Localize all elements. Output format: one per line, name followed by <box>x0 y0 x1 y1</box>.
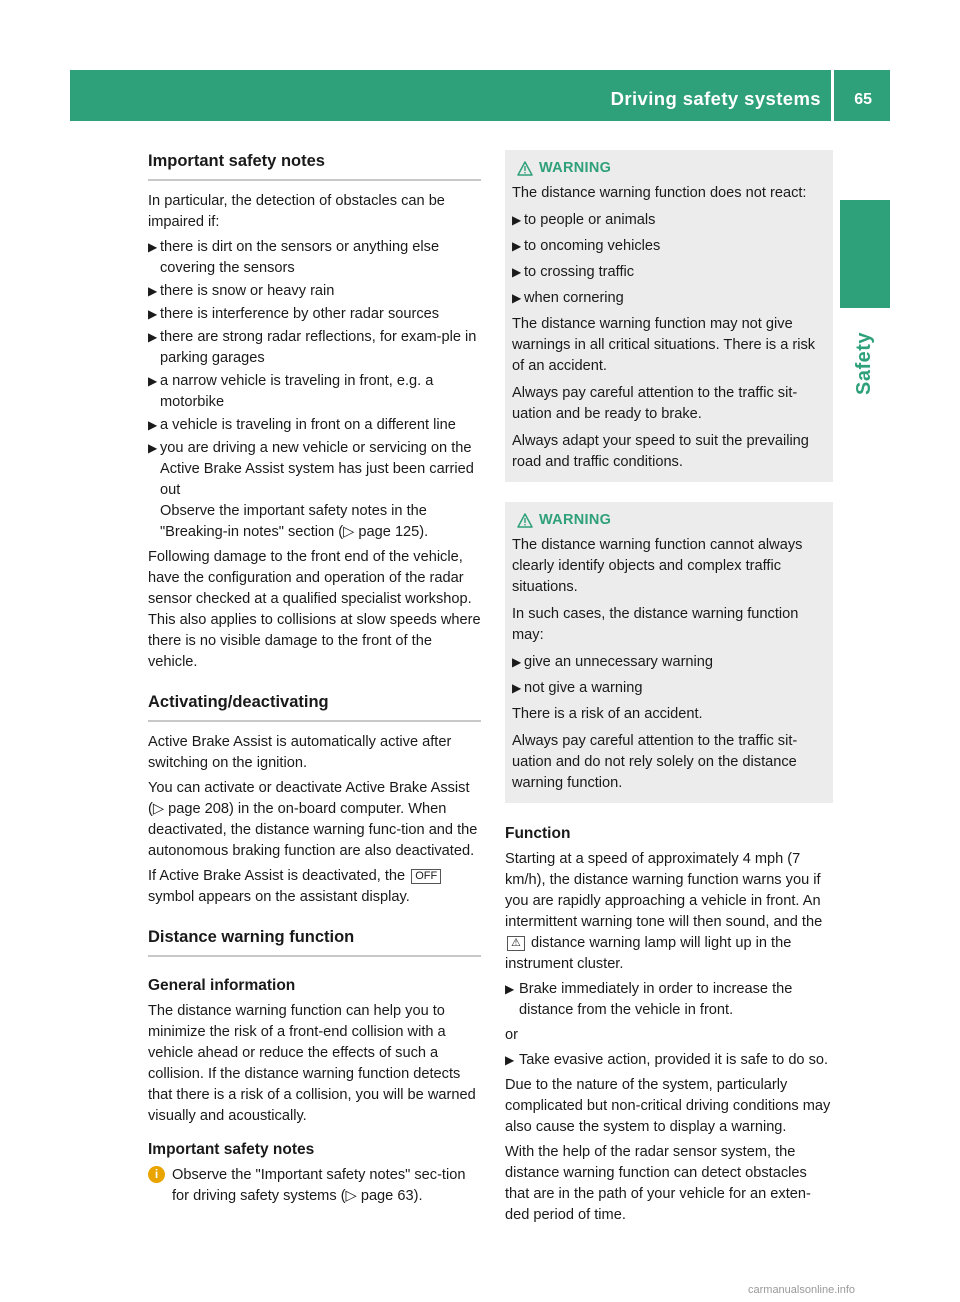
paragraph: The distance warning function does not react: <box>512 185 807 201</box>
paragraph: or <box>505 1027 518 1043</box>
instruction-step: ▶ Take evasive action, provided it is safe to do so. <box>505 1050 833 1071</box>
bullet-list <box>512 210 826 309</box>
paragraph: Following damage to the front end of the vehicle, have the configuration and operation of the radar sensor checked at a qualified specialist workshop. This also applies to collisions at slow speeds where there is no visible damage to the front of the vehicle. <box>148 549 481 670</box>
section-title: Driving safety systems <box>610 88 821 109</box>
bullet-icon: ▶ <box>512 239 522 253</box>
right-column <box>505 150 833 1230</box>
header-bar <box>70 70 890 121</box>
paragraph: If Active Brake Assist is deactivated, the OFF symbol appears on the assistant display. <box>148 866 481 908</box>
list-item: ▶ not give a warning <box>512 678 826 699</box>
bullet-icon: ▶ <box>148 307 158 321</box>
left-column <box>148 150 481 1207</box>
list-item: ▶ to crossing traffic <box>512 262 826 283</box>
paragraph: With the help of the radar sensor system, the distance warning function can detect obstacles that are in the path of your vehicle for an exten-ded period of time. <box>505 1144 811 1223</box>
step-arrow-icon: ▶ <box>505 982 515 996</box>
info-icon: i <box>148 1166 165 1183</box>
bullet-icon: ▶ <box>512 655 522 669</box>
heading-distance-warning-function: Distance warning function <box>148 926 481 957</box>
list-item: ▶ to people or animals <box>512 210 826 231</box>
warning-box <box>505 502 833 803</box>
paragraph: Due to the nature of the system, particularly complicated but non-critical driving conditions may also cause the system to display a warning. <box>505 1077 831 1135</box>
subheading-important-safety-notes: Important safety notes <box>148 1141 315 1158</box>
paragraph: In such cases, the distance warning function may: <box>512 606 799 643</box>
bullet-icon: ▶ <box>512 265 522 279</box>
paragraph: The distance warning function may not give warnings in all critical situations. There is a risk of an accident. <box>512 316 816 374</box>
watermark: carmanualsonline.info <box>748 1284 856 1296</box>
bullet-note: Observe the important safety notes in the "Breaking-in notes" section (▷ page 125). <box>160 503 429 540</box>
list-item: ▶ give an unnecessary warning <box>512 652 826 673</box>
subheading-function: Function <box>505 825 571 842</box>
bullet-list <box>512 652 826 699</box>
instruction-step: ▶ Brake immediately in order to increase the distance from the vehicle in front. <box>505 981 793 1018</box>
info-note: i Observe the "Important safety notes" sec-tion for driving safety systems (▷ page 63). <box>148 1165 481 1207</box>
bullet-icon: ▶ <box>512 291 522 305</box>
paragraph: Always pay careful attention to the traffic sit-uation and do not rely solely on the distance warning function. <box>512 733 798 791</box>
bullet-icon: ▶ <box>148 240 158 254</box>
warning-header <box>512 510 826 531</box>
distance-warning-lamp-icon: ⚠ <box>507 936 525 951</box>
chapter-tab <box>840 200 890 308</box>
paragraph: The distance warning function can help you to minimize the risk of a front-end collision with a vehicle ahead or reduce the effects of such a collision. If the distance warning function detects that there is a risk of a collision, you will be warned visually and acoustically. <box>148 1003 476 1124</box>
list-item: ▶ there is dirt on the sensors or anything else covering the sensors <box>148 239 440 276</box>
paragraph: Starting at a speed of approximately 4 mph (7 km/h), the distance warning function warns you if you are rapidly approaching a vehicle in front. An intermittent warning tone will then sound, and the ⚠ distance warning lamp will light up in the instrument cluster. <box>505 851 823 972</box>
list-item: ▶ there is snow or heavy rain <box>148 281 481 302</box>
list-item: ▶ there is interference by other radar sources <box>148 304 481 325</box>
bullet-icon: ▶ <box>148 284 158 298</box>
bullet-icon: ▶ <box>512 681 522 695</box>
warning-header <box>512 158 826 179</box>
bullet-list <box>148 237 481 543</box>
warning-triangle-icon <box>517 161 533 176</box>
warning-label: WARNING <box>539 512 612 528</box>
list-item: ▶ you are driving a new vehicle or servicing on the Active Brake Assist system has just been carried out Observe the important safety notes in the "Breaking-in notes" section (▷ page 125). <box>148 438 481 543</box>
paragraph: You can activate or deactivate Active Brake Assist (▷ page 208) in the on-board computer. When deactivated, the distance warning func-tion and the autonomous braking function are also deactivated. <box>148 780 478 859</box>
step-arrow-icon: ▶ <box>505 1053 515 1067</box>
paragraph: The distance warning function cannot always clearly identify objects and complex traffic situations. <box>512 537 803 595</box>
warning-label: WARNING <box>539 160 612 176</box>
page-number: 65 <box>854 91 872 108</box>
warning-box <box>505 150 833 482</box>
paragraph: Always pay careful attention to the traffic sit-uation and be ready to brake. <box>512 385 798 422</box>
heading-activating-deactivating: Activating/deactivating <box>148 691 481 722</box>
warning-triangle-icon <box>517 513 533 528</box>
paragraph: Always adapt your speed to suit the prevailing road and traffic conditions. <box>512 433 809 470</box>
brake-assist-off-icon: OFF <box>411 869 441 884</box>
bullet-icon: ▶ <box>148 441 158 455</box>
paragraph: There is a risk of an accident. <box>512 706 703 722</box>
chapter-tab-label: Safety <box>853 331 876 395</box>
bullet-icon: ▶ <box>148 374 158 388</box>
bullet-icon: ▶ <box>148 418 158 432</box>
subheading-general-information: General information <box>148 977 296 994</box>
list-item: ▶ a narrow vehicle is traveling in front, e.g. a motorbike <box>148 373 434 410</box>
paragraph: Active Brake Assist is automatically active after switching on the ignition. <box>148 734 452 771</box>
list-item: ▶ when cornering <box>512 288 826 309</box>
header-divider <box>831 70 834 121</box>
heading-important-safety-notes: Important safety notes <box>148 150 481 181</box>
bullet-icon: ▶ <box>148 330 158 344</box>
list-item: ▶ there are strong radar reflections, for exam-ple in parking garages <box>148 329 477 366</box>
paragraph: In particular, the detection of obstacles can be impaired if: <box>148 193 445 230</box>
list-item: ▶ to oncoming vehicles <box>512 236 826 257</box>
bullet-icon: ▶ <box>512 213 522 227</box>
list-item: ▶ a vehicle is traveling in front on a different line <box>148 415 481 436</box>
